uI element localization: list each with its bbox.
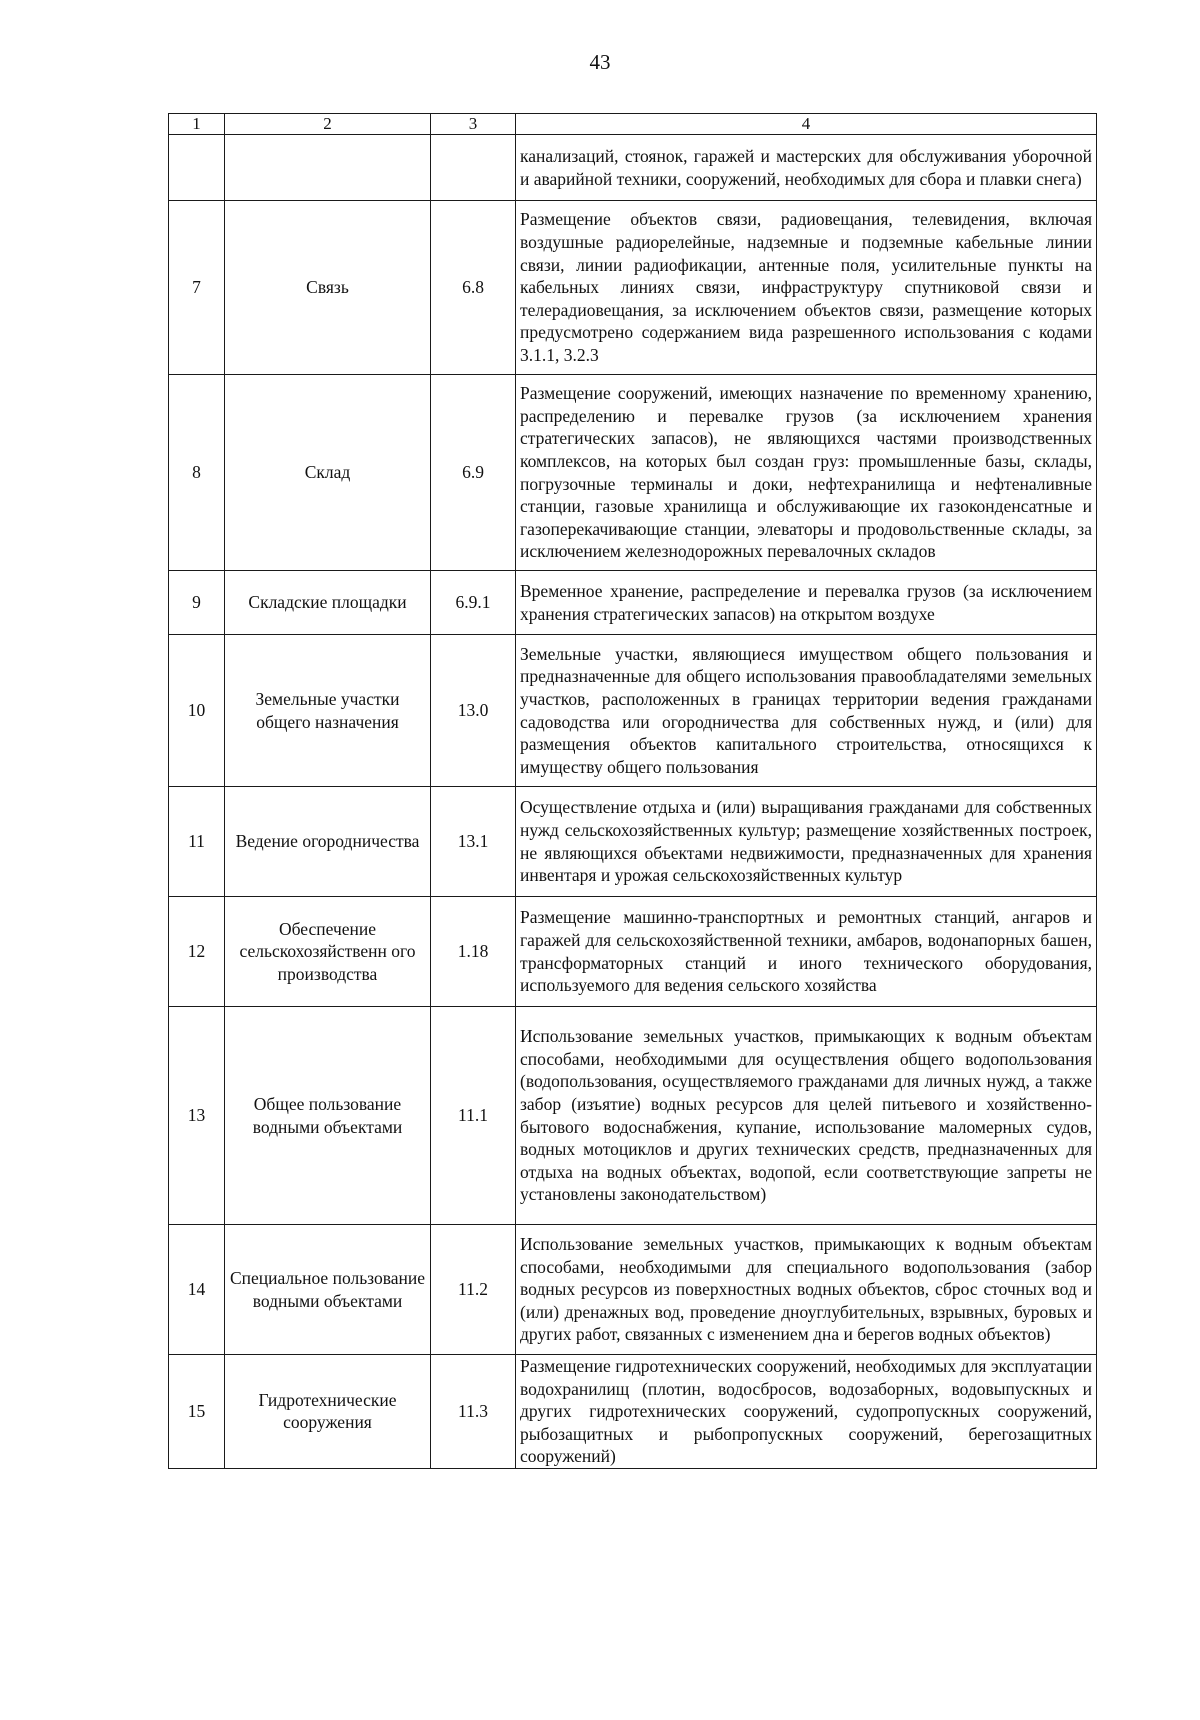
land-use-code: 11.2 — [431, 1225, 516, 1355]
table-row — [169, 571, 1097, 635]
land-use-code: 6.9 — [431, 375, 516, 571]
row-number: 12 — [169, 897, 225, 1007]
table-row — [169, 201, 1097, 375]
row-number: 14 — [169, 1225, 225, 1355]
row-number: 13 — [169, 1007, 225, 1225]
table-row — [169, 375, 1097, 571]
row-number: 9 — [169, 571, 225, 635]
land-use-code: 6.8 — [431, 201, 516, 375]
land-use-description: канализаций, стоянок, гаражей и мастерских для обслуживания уборочной и аварийной техники, сооружений, необходимых для сбора и плавки снега) — [516, 135, 1097, 201]
land-use-code: 1.18 — [431, 897, 516, 1007]
land-use-name: Земельные участки общего назначения — [225, 635, 431, 787]
land-use-name: Гидротехнические сооружения — [225, 1355, 431, 1469]
land-use-name: Складские площадки — [225, 571, 431, 635]
land-use-name: Склад — [225, 375, 431, 571]
table-row — [169, 897, 1097, 1007]
land-use-description: Размещение объектов связи, радиовещания, телевидения, включая воздушные радиорелейные, надземные и подземные кабельные линии связи, линии радиофикации, антенные поля, усилительные пункты на кабельных линиях связи, инфраструктуру спутниковой связи и телерадиовещания, за исключением объектов связи, размещение которых предусмотрено содержанием вида разрешенного использования с кодами 3.1.1, 3.2.3 — [516, 201, 1097, 375]
row-number — [169, 135, 225, 201]
land-use-name: Ведение огородничества — [225, 787, 431, 897]
land-use-description: Земельные участки, являющиеся имуществом общего пользования и предназначенные для общего использования правообладателями земельных участков, расположенных в границах территории ведения гражданами садоводства или огородничества для собственных нужд, и (или) для размещения объектов капитального строительства, относящихся к имуществу общего пользования — [516, 635, 1097, 787]
land-use-description: Использование земельных участков, примыкающих к водным объектам способами, необходимыми для осуществления общего водопользования (водопользования, осуществляемого гражданами для личных нужд, а также забор (изъятие) водных ресурсов для целей питьевого и хозяйственно-бытового водоснабжения, купание, использование маломерных судов, водных мотоциклов и других технических средств, предназначенных для отдыха на водных объектах, водопой, если соответствующие запреты не установлены законодательством) — [516, 1007, 1097, 1225]
land-use-name: Общее пользование водными объектами — [225, 1007, 431, 1225]
table-row — [169, 787, 1097, 897]
land-use-description: Размещение машинно-транспортных и ремонтных станций, ангаров и гаражей для сельскохозяйственной техники, амбаров, водонапорных башен, трансформаторных станций и иного технического оборудования, используемого для ведения сельского хозяйства — [516, 897, 1097, 1007]
row-number: 7 — [169, 201, 225, 375]
land-use-code: 6.9.1 — [431, 571, 516, 635]
land-use-name — [225, 135, 431, 201]
land-use-description: Временное хранение, распределение и перевалка грузов (за исключением хранения стратегических запасов) на открытом воздухе — [516, 571, 1097, 635]
land-use-code — [431, 135, 516, 201]
land-use-name: Связь — [225, 201, 431, 375]
row-number: 15 — [169, 1355, 225, 1469]
land-use-code: 13.0 — [431, 635, 516, 787]
land-use-description: Использование земельных участков, примыкающих к водным объектам способами, необходимыми для специального водопользования (забор водных ресурсов из поверхностных водных объектов, сброс сточных вод и (или) дренажных вод, проведение дноуглубительных, взрывных, буровых и других работ, связанных с изменением дна и берегов водных объектов) — [516, 1225, 1097, 1355]
land-use-description: Размещение сооружений, имеющих назначение по временному хранению, распределению и перевалке грузов (за исключением хранения стратегических запасов), не являющихся частями производственных комплексов, на которых был создан груз: промышленные базы, склады, погрузочные терминалы и доки, нефтехранилища и нефтеналивные станции, газовые хранилища и обслуживающие их газоконденсатные и газоперекачивающие станции, элеваторы и продовольственные склады, за исключением железнодорожных перевалочных складов — [516, 375, 1097, 571]
table-header-row — [169, 114, 1097, 135]
row-number: 11 — [169, 787, 225, 897]
table-row — [169, 1007, 1097, 1225]
table-body — [169, 114, 1097, 1469]
table-row — [169, 635, 1097, 787]
table-row — [169, 135, 1097, 201]
column-header-4: 4 — [516, 114, 1097, 135]
row-number: 10 — [169, 635, 225, 787]
page-number: 43 — [589, 50, 611, 74]
table-row — [169, 1225, 1097, 1355]
land-use-code: 13.1 — [431, 787, 516, 897]
row-number: 8 — [169, 375, 225, 571]
column-header-1: 1 — [169, 114, 225, 135]
land-use-table — [168, 113, 1097, 1469]
land-use-name: Специальное пользование водными объектами — [225, 1225, 431, 1355]
table-row — [169, 1355, 1097, 1469]
land-use-code: 11.1 — [431, 1007, 516, 1225]
column-header-2: 2 — [225, 114, 431, 135]
column-header-3: 3 — [431, 114, 516, 135]
land-use-description: Размещение гидротехнических сооружений, необходимых для эксплуатации водохранилищ (плотин, водосбросов, водозаборных, водовыпускных и других гидротехнических сооружений, судопропускных сооружений, рыбозащитных и рыбопропускных сооружений, берегозащитных сооружений) — [516, 1355, 1097, 1469]
land-use-description: Осуществление отдыха и (или) выращивания гражданами для собственных нужд сельскохозяйственных культур; размещение хозяйственных построек, не являющихся объектами недвижимости, предназначенных для хранения инвентаря и урожая сельскохозяйственных культур — [516, 787, 1097, 897]
land-use-name: Обеспечение сельскохозяйственн ого производства — [225, 897, 431, 1007]
land-use-code: 11.3 — [431, 1355, 516, 1469]
